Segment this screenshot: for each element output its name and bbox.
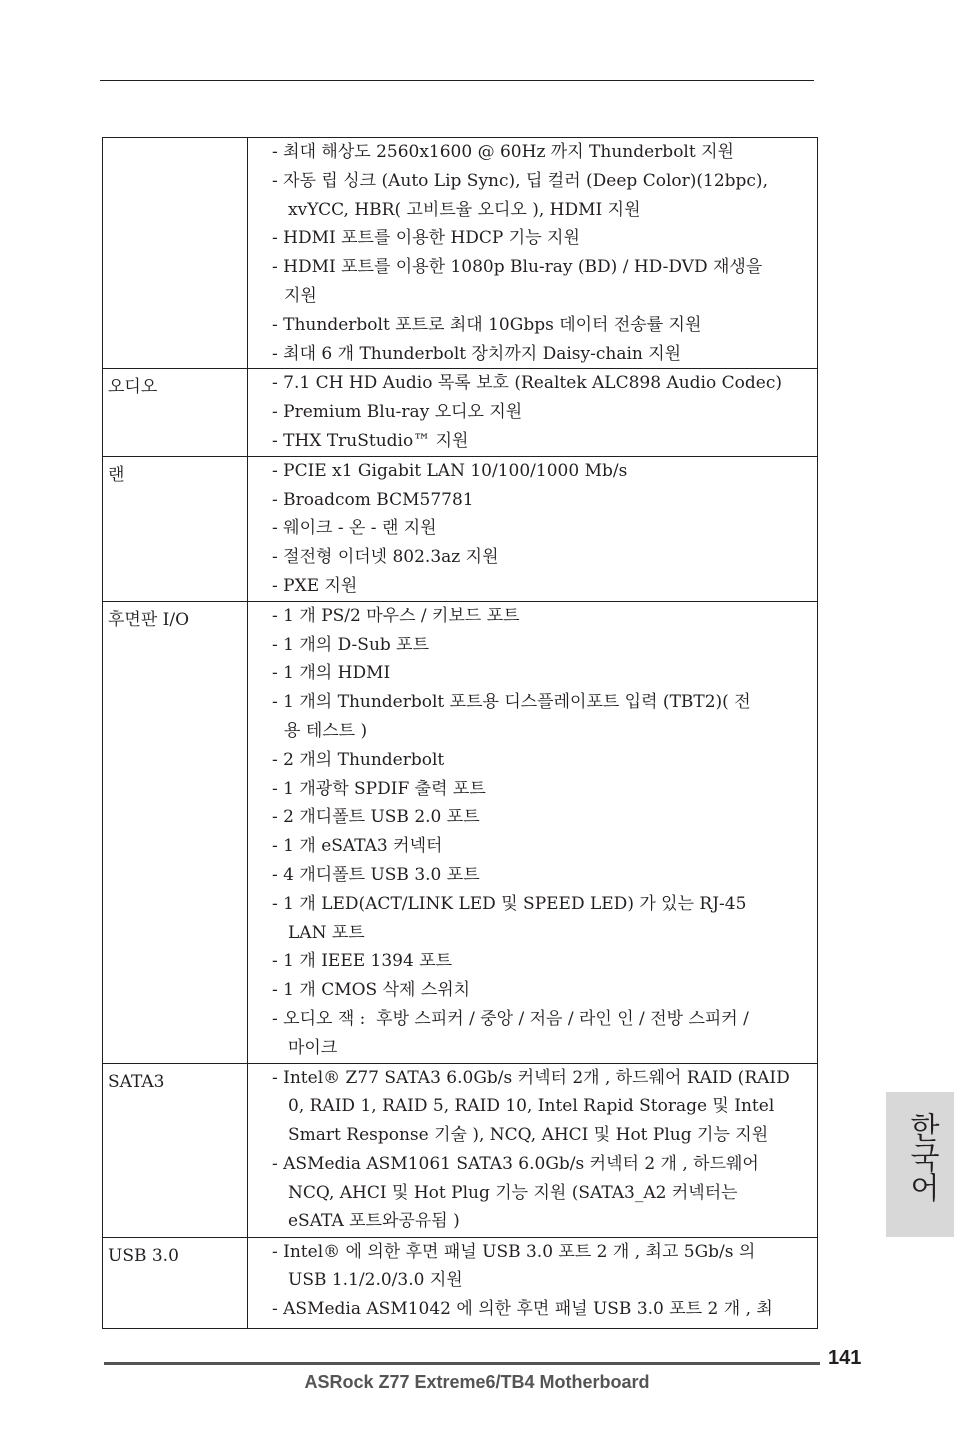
- footer-text: ASRock Z77 Extreme6/TB4 Motherboard: [304, 1372, 650, 1392]
- row-label: 오디오: [103, 369, 248, 456]
- spec-line: - 2 개디폴트 USB 2.0 포트: [272, 807, 480, 828]
- row-label: SATA3: [103, 1063, 248, 1237]
- spec-line: - 1 개 IEEE 1394 포트: [272, 951, 453, 972]
- spec-line: xvYCC, HBR( 고비트율 오디오 ), HDMI 지원: [288, 199, 641, 220]
- spec-line: - Thunderbolt 포트로 최대 10Gbps 데이터 전송률 지원: [272, 314, 702, 335]
- spec-line: - HDMI 포트를 이용한 HDCP 기능 지원: [272, 228, 580, 249]
- spec-line: - 1 개 eSATA3 커넥터: [272, 836, 443, 857]
- spec-line: - 최대 해상도 2560x1600 @ 60Hz 까지 Thunderbolt 지원: [272, 142, 734, 162]
- spec-line: - HDMI 포트를 이용한 1080p Blu-ray (BD) / HD-DVD 재생을: [272, 257, 763, 278]
- table-row: [103, 138, 818, 369]
- spec-line: - ASMedia ASM1042 에 의한 후면 패널 USB 3.0 포트 2 개 , 최: [272, 1299, 773, 1320]
- spec-line: - ASMedia ASM1061 SATA3 6.0Gb/s 커넥터 2 개 , 하드웨어: [272, 1153, 759, 1174]
- spec-line: - 1 개의 HDMI: [272, 663, 391, 684]
- spec-line: - 2 개의 Thunderbolt: [272, 749, 445, 770]
- spec-line: 0, RAID 1, RAID 5, RAID 10, Intel Rapid Storage 및 Intel: [288, 1096, 775, 1117]
- spec-line: USB 1.1/2.0/3.0 지원: [288, 1270, 463, 1291]
- spec-line: - 최대 6 개 Thunderbolt 장치까지 Daisy-chain 지원: [272, 343, 682, 364]
- spec-line: - 절전형 이더넷 802.3az 지원: [272, 547, 499, 568]
- spec-line: 마이크: [288, 1037, 338, 1058]
- spec-line: - 오디오 잭 : 후방 스피커 / 중앙 / 저음 / 라인 인 / 전방 스피커 /: [272, 1008, 749, 1029]
- spec-line: - PCIE x1 Gigabit LAN 10/100/1000 Mb/s: [272, 460, 628, 481]
- page-number: 141: [828, 1347, 862, 1369]
- spec-line: NCQ, AHCI 및 Hot Plug 기능 지원 (SATA3_A2 커넥터는: [288, 1182, 738, 1203]
- spec-line: LAN 포트: [288, 922, 365, 943]
- row-content: [248, 138, 818, 369]
- spec-line: - 자동 립 싱크 (Auto Lip Sync), 딥 컬러 (Deep Color)(12bpc),: [272, 170, 768, 191]
- language-tab-label: 한국어: [904, 1112, 939, 1202]
- spec-line: - 1 개의 Thunderbolt 포트용 디스플레이포트 입력 (TBT2)( 전: [272, 692, 751, 713]
- spec-line: 용 테스트 ): [284, 720, 368, 741]
- spec-table: [102, 137, 818, 1329]
- spec-line: - THX TruStudio™ 지원: [272, 430, 469, 451]
- spec-line: eSATA 포트와공유됨 ): [288, 1211, 460, 1232]
- row-content: [248, 369, 818, 456]
- footer-rule: [104, 1362, 820, 1365]
- spec-line: - Intel® Z77 SATA3 6.0Gb/s 커넥터 2개 , 하드웨어 RAID (RAID: [272, 1067, 790, 1088]
- spec-line: Smart Response 기술 ), NCQ, AHCI 및 Hot Plug 기능 지원: [288, 1125, 769, 1146]
- table-row: [103, 1237, 818, 1329]
- spec-line: - 1 개 LED(ACT/LINK LED 및 SPEED LED) 가 있는 RJ-45: [272, 893, 747, 914]
- spec-line: - 7.1 CH HD Audio 목록 보호 (Realtek ALC898 Audio Codec): [272, 373, 782, 394]
- spec-line: - 웨이크 - 온 - 랜 지원: [272, 518, 437, 539]
- spec-line: - 1 개광학 SPDIF 출력 포트: [272, 778, 486, 799]
- spec-line: - Premium Blu-ray 오디오 지원: [272, 402, 523, 423]
- spec-line: - 1 개 PS/2 마우스 / 키보드 포트: [272, 605, 520, 626]
- row-label: 후면판 I/O: [103, 601, 248, 1063]
- row-content: [248, 456, 818, 601]
- spec-line: - PXE 지원: [272, 575, 358, 596]
- spec-line: - 1 개 CMOS 삭제 스위치: [272, 980, 471, 1001]
- table-row: [103, 369, 818, 456]
- spec-line: - Broadcom BCM57781: [272, 489, 474, 510]
- header-rule: [100, 80, 814, 81]
- row-label: USB 3.0: [103, 1237, 248, 1329]
- spec-line: - 4 개디폴트 USB 3.0 포트: [272, 864, 480, 885]
- row-content: [248, 1063, 818, 1237]
- spec-line: - 1 개의 D-Sub 포트: [272, 634, 430, 655]
- spec-line: - Intel® 에 의한 후면 패널 USB 3.0 포트 2 개 , 최고 5Gb/s 의: [272, 1241, 756, 1262]
- row-label: [103, 138, 248, 369]
- table-row: [103, 601, 818, 1063]
- row-content: [248, 1237, 818, 1329]
- table-row: [103, 456, 818, 601]
- row-label: 랜: [103, 456, 248, 601]
- spec-line: 지원: [284, 285, 317, 306]
- footer-title: [0, 1372, 954, 1393]
- row-content: [248, 601, 818, 1063]
- table-row: [103, 1063, 818, 1237]
